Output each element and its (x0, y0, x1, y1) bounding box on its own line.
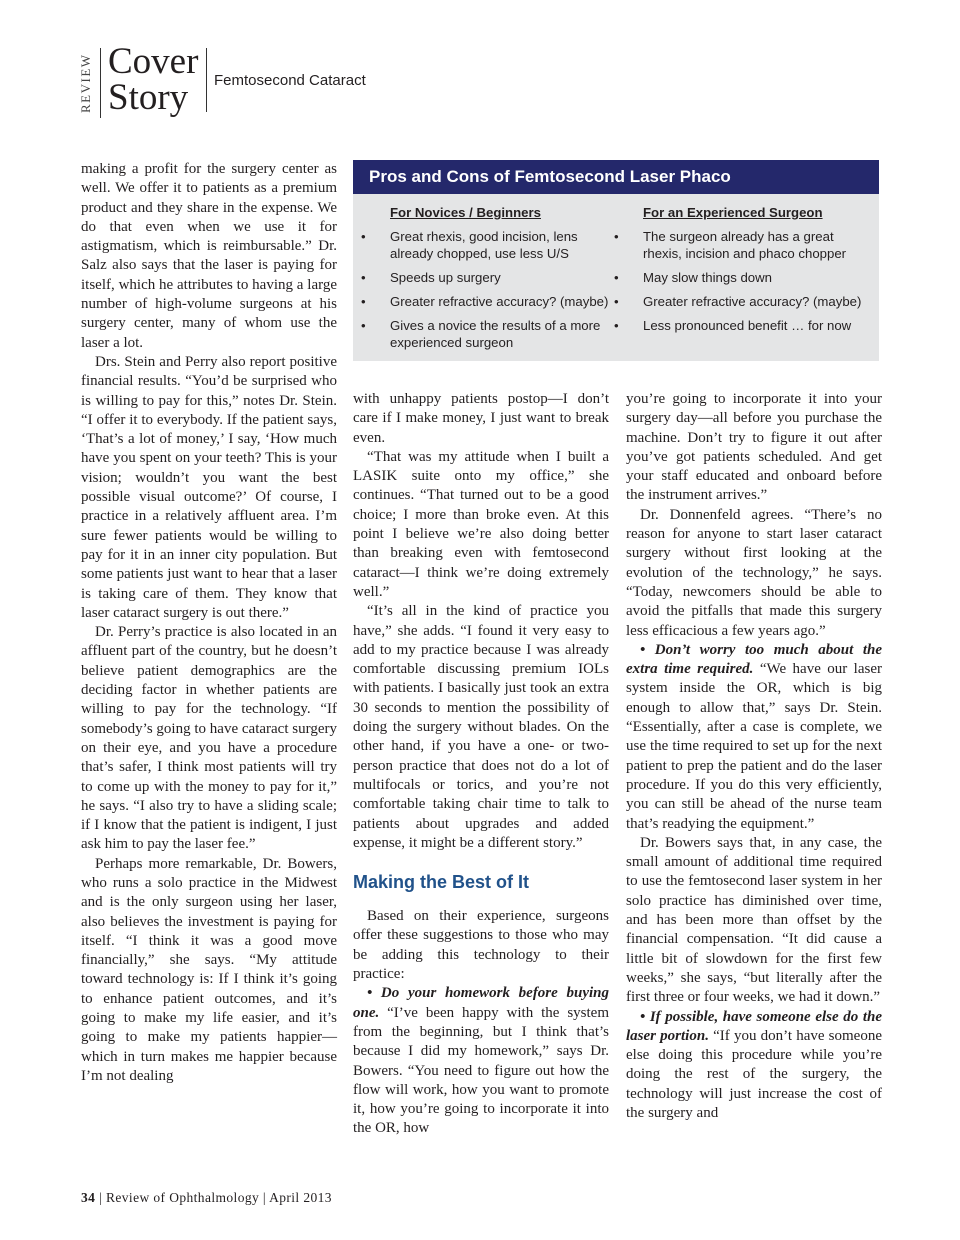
paragraph: with unhappy patients postop—I don’t care if I make money, I just want to break even. (353, 391, 609, 446)
list-item-text: Gives a novice the results of a more experienced surgeon (390, 318, 601, 350)
bullet-icon: • (361, 229, 366, 244)
paragraph: Dr. Bowers says that, in any case, the small amount of additional time required to use the femtosecond laser system in her solo practice has diminished over time, and has been more than offset by the financial compensation. “It did cause a little bit of slowdown for the first few weeks,” she says, “but literally after the first three or four weeks, we had it down.” (626, 834, 882, 1006)
bullet-icon: • (361, 270, 366, 285)
paragraph: “That was my attitude when I built a LASIK suite onto my office,” she continues. “That turned out to be a good choice; I more than broke even. At this point I believe we’re also doing better than breaking even with femtosecond cataract—I think we’re doing extremely well.” (353, 448, 609, 600)
paragraph: Based on their experience, surgeons offer these suggestions to those who may be adding this technology to their practice: (353, 908, 609, 983)
paragraph (353, 984, 609, 1138)
bullet-icon: • (614, 294, 619, 309)
list-item-text: Greater refractive accuracy? (maybe) (390, 294, 609, 309)
paragraph-text: “I’ve been happy with the system from the beginning, but I think that’s because I did my homework,” says Dr. Bowers. “You need to figure out how the flow will work, how you want to promote it, how you’re going to incorporate it into the OR, how (353, 1004, 609, 1137)
bullet-icon: • (361, 318, 366, 333)
sidebar-column-heading: For Novices / Beginners (390, 205, 541, 220)
list-item-text: The surgeon already has a great rhexis, incision and phaco chopper (643, 229, 847, 261)
issue-date: April 2013 (269, 1190, 332, 1205)
bullet-icon: • (361, 294, 366, 309)
page-footer (81, 1190, 332, 1206)
article-column-2 (353, 390, 609, 1139)
tip-lead: • Do your homework before buying one. (353, 985, 609, 1021)
header-divider (206, 48, 207, 112)
paragraph-text: “We have our laser system inside the OR, which is big enough to allow that,” says Dr. Stein. “Essentially, after a case is complete, we use the time required to set up for the next patient to prep the patient and do the laser procedure. If you do this very efficiently, you can still be ahead of the nurse team that’s readying the equipment.” (626, 661, 882, 832)
list-item-text: May slow things down (643, 270, 773, 285)
sidebar-column-heading: For an Experienced Surgeon (643, 205, 823, 220)
list-item (614, 269, 862, 286)
paragraph: Dr. Donnenfeld agrees. “There’s no reason for anyone to start laser cataract surgery without first looking at the evolution of the technology,” he says. “Today, newcomers should be able to avoid the pitfalls that made this surgery less efficacious a few years ago.” (626, 506, 882, 639)
sidebar-title: Pros and Cons of Femtosecond Laser Phaco (353, 160, 879, 194)
header-divider (100, 48, 101, 118)
paragraph-text: “If you don’t have someone else doing this procedure while you’re doing the rest of the surgery, the technology will just increase the cost of the surgery and (626, 1027, 883, 1121)
sidebar-column-experienced (614, 204, 862, 341)
list-item (614, 228, 862, 262)
list-item (361, 228, 609, 262)
list-item (614, 293, 862, 310)
tip-lead: • If possible, have someone else do the laser portion. (626, 1008, 882, 1044)
footer-separator: | (95, 1190, 106, 1205)
footer-separator: | (259, 1190, 270, 1205)
paragraph: making a profit for the surgery center as well. We offer it to patients as a premium product and they share in the expense. We do that even when we use it for astigmatism, which is reimbursable.” Dr. Salz also says that the laser is paying for itself, which he attributes to having a large number of high-volume surgeons at his surgery center, many of whom use the laser a lot. (81, 161, 337, 351)
list-item (361, 317, 609, 351)
bullet-icon: • (614, 318, 619, 333)
paragraph: Perhaps more remarkable, Dr. Bowers, who runs a solo practice in the Midwest and is the only surgeon using her laser, also believes the investment is paying for itself. “I think it was a good move financially,” she says. “My attitude toward technology is: If I think it’s going to enhance patient outcomes, and it’s going to make my life easier, and it’s going to make my patients happier—which in turn makes me happier because I’m not dealing (81, 855, 337, 1084)
list-item-text: Speeds up surgery (390, 270, 501, 285)
list-item-text: Greater refractive accuracy? (maybe) (643, 294, 862, 309)
pros-cons-sidebar (353, 160, 879, 361)
list-item-text: Great rhexis, good incision, lens already chopped, use less U/S (390, 229, 578, 261)
paragraph: “It’s all in the kind of practice you have,” she adds. “I found it very easy to add to my practice because I was already comfortable discussing premium IOLs with patients. I basically just took an extra 30 seconds to mention the possibility of doing the surgery without blades. On the other hand, if you have a one- or two-person practice that does not do a lot of multifocals or torics, and you’re not comfortable taking chair time to talk to patients about upgrades and added expense, it might be a different story.” (353, 603, 609, 851)
sidebar-column-novices (361, 204, 609, 358)
list-item (614, 317, 862, 334)
section-heading: Making the Best of It (353, 872, 530, 893)
list-item (361, 269, 609, 286)
paragraph: you’re going to incorporate it into your surgery day—all before you purchase the machine. Don’t try to figure it out after you’ve got patients scheduled. And get your staff educated and onboard before the instrument arrives.” (626, 391, 882, 504)
paragraph: Drs. Stein and Perry also report positive financial results. “You’d be surprised who is willing to pay for this,” notes Dr. Stein. “I offer it to everybody. If the patient says, ‘That’s a lot of money,’ I say, ‘How much have you spent on your teeth? This is your vision; wouldn’t you want the best possible visual outcome?’ Of course, I practice in a relatively affluent area. I’m sure fewer patients would be willing to pay for it in an inner city population. But some patients just want to hear that a laser is taking care of them. They know that laser cataract surgery is out there.” (81, 353, 337, 621)
article-column-1 (81, 160, 337, 1086)
list-item-text: Less pronounced benefit … for now (643, 318, 852, 333)
page-number: 34 (81, 1190, 96, 1205)
bullet-icon: • (614, 229, 619, 244)
paragraph (626, 1008, 882, 1124)
bullet-icon: • (614, 270, 619, 285)
section-title-story: Story (108, 77, 189, 118)
paragraph (626, 641, 882, 834)
section-label: REVIEW (78, 53, 93, 113)
list-item (361, 293, 609, 310)
tip-lead: • Don’t worry too much about the extra time required. (626, 641, 882, 678)
article-column-3 (626, 390, 882, 1123)
paragraph: Dr. Perry’s practice is also located in an affluent part of the country, but he doesn’t believe patient demographics are the deciding factor in whether patients are willing to pay for the technology. “If somebody’s going to have cataract surgery on their eye, and you have a procedure that’s safer, I think most patients will try to come up with the money to pay for it,” he says. “I also try to have a sliding scale; if I know that the patient is indigent, I just ask him to pay the laser fee.” (81, 624, 337, 853)
section-title-cover: Cover (108, 41, 199, 82)
article-topic: Femtosecond Cataract (214, 72, 366, 89)
publication-name: Review of Ophthalmology (105, 1190, 260, 1205)
